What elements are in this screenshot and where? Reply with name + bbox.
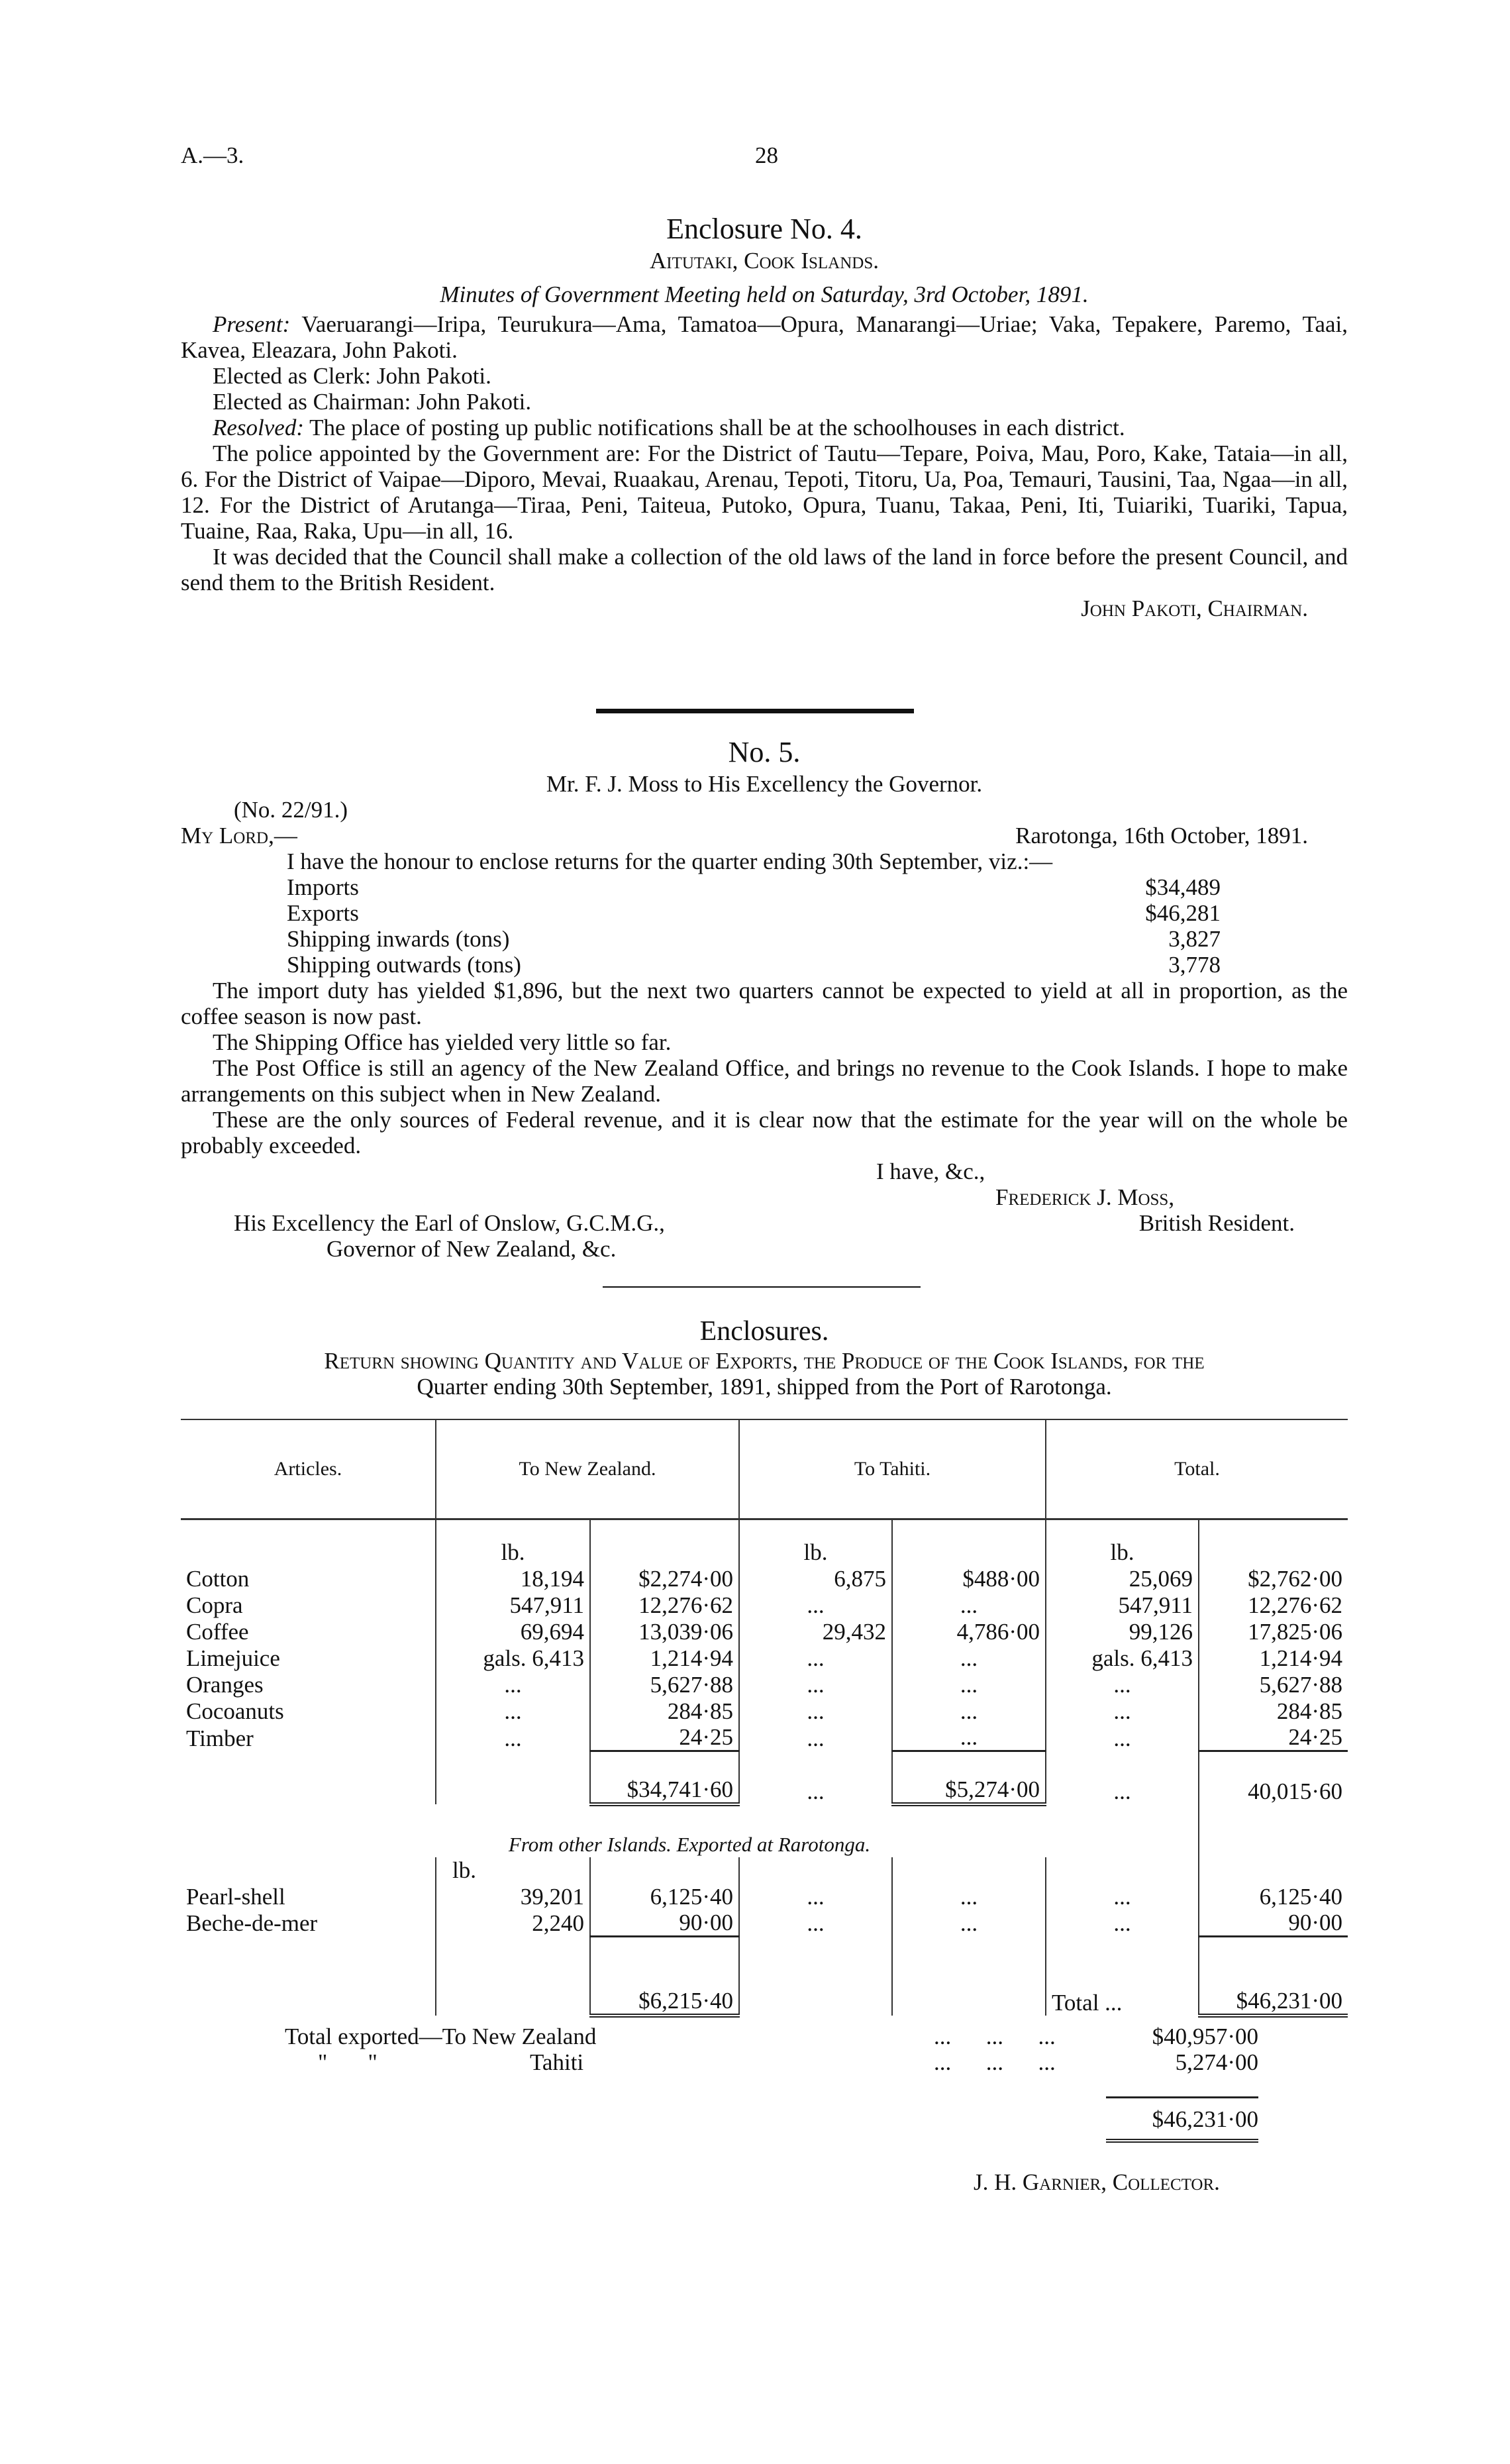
cell-value: 18,194 bbox=[436, 1565, 590, 1592]
chairman-line: Elected as Chairman: John Pakoti. bbox=[213, 389, 532, 415]
resolved-label: Resolved: bbox=[213, 415, 304, 440]
present-paragraph bbox=[181, 311, 1348, 363]
cell-value: ... bbox=[436, 1724, 590, 1751]
cell-value: ... bbox=[892, 1910, 1046, 1937]
cell-value: 12,276·62 bbox=[590, 1592, 739, 1618]
resolved-paragraph bbox=[181, 415, 1348, 440]
cell-value: $2,762·00 bbox=[1199, 1565, 1348, 1592]
addressee: His Excellency the Earl of Onslow, G.C.M.G., bbox=[234, 1210, 665, 1236]
cell-value: 90·00 bbox=[590, 1910, 739, 1937]
cell-value: ... bbox=[1046, 1910, 1199, 1937]
letter-no5 bbox=[181, 734, 1348, 1262]
return-label: Imports bbox=[287, 874, 359, 900]
table-row bbox=[181, 1883, 1348, 1910]
unit: lb. bbox=[436, 1519, 590, 1565]
cell-value: 12,276·62 bbox=[1199, 1592, 1348, 1618]
clerk-line: Elected as Clerk: John Pakoti. bbox=[213, 363, 491, 389]
cell-value: ... bbox=[892, 1592, 1046, 1618]
resolved-text: The place of posting up public notifications shall be at the schoolhouses in each district. bbox=[303, 415, 1125, 440]
subtotal-total: 40,015·60 bbox=[1199, 1751, 1348, 1804]
collector-signature: J. H. Garnier, Collector. bbox=[974, 2169, 1220, 2195]
cell-value: 25,069 bbox=[1046, 1565, 1199, 1592]
return-label: Shipping inwards (tons) bbox=[287, 926, 510, 952]
col-tahiti: To Tahiti. bbox=[739, 1419, 1046, 1519]
summary-value: $40,957·00 bbox=[1152, 2024, 1258, 2049]
exports-table bbox=[181, 1419, 1348, 2018]
present-text: Vaeruarangi—Iripa, Teurukura—Ama, Tamatoa—Opura, Manarangi—Uriae; Vaka, Tepakere, Paremo, Taai, Kavea, Eleazara, John Pakoti. bbox=[181, 311, 1348, 363]
table-row bbox=[181, 1910, 1348, 1937]
enclosures-title: Enclosures. bbox=[699, 1316, 829, 1347]
section-divider bbox=[596, 709, 914, 713]
unit: lb. bbox=[739, 1519, 892, 1565]
decided-paragraph: It was decided that the Council shall make a collection of the old laws of the land in force before the present Council, and send them to the British Resident. bbox=[181, 544, 1348, 595]
cell-value: ... bbox=[739, 1671, 892, 1698]
letter-title: No. 5. bbox=[728, 736, 801, 768]
cell-value: ... bbox=[892, 1698, 1046, 1724]
cell-value: gals. 6,413 bbox=[436, 1645, 590, 1671]
table-header bbox=[181, 1419, 1348, 1519]
return-label: Shipping outwards (tons) bbox=[287, 952, 521, 978]
table-row bbox=[181, 1618, 1348, 1645]
paragraph: These are the only sources of Federal revenue, and it is clear now that the estimate for the year will on the whole be probably exceeded. bbox=[181, 1107, 1348, 1158]
cell-value: 5,627·88 bbox=[590, 1671, 739, 1698]
cell-value: 6,125·40 bbox=[1199, 1883, 1348, 1910]
letter-ref: (No. 22/91.) bbox=[234, 797, 348, 823]
letter-subtitle: Mr. F. J. Moss to His Excellency the Governor. bbox=[546, 771, 983, 797]
signer: Frederick J. Moss, bbox=[995, 1184, 1175, 1210]
grand-total: $46,231·00 bbox=[1199, 1936, 1348, 2016]
return-value: 3,827 bbox=[1168, 926, 1221, 952]
article-name: Oranges bbox=[186, 1672, 264, 1698]
cell-value: 6,875 bbox=[739, 1565, 892, 1592]
cell-value: ... bbox=[739, 1592, 892, 1618]
police-paragraph: The police appointed by the Government are: For the District of Tautu—Tepare, Poiva, Mau, Poro, Kake, Tataia—in all, 6. For the District of Vaipae—Diporo, Mevai, Ruaakau, Arenau, Tepoti, Titoru, Ua, Poa, Temauri, Tausini, Taa, Ngaa—in all, 12. For the District of Arutanga—Tiraa, Peni, Taiteua, Putoko, Opura, Tuanu, Takaa, Peni, Iti, Tuiariki, Tuariki, Tapua, Tuaine, Raa, Raka, Upu—in all, 16. bbox=[181, 440, 1348, 544]
paragraph: The Post Office is still an agency of the New Zealand Office, and brings no revenue to the Cook Islands. I hope to make arrangements on this subject when in New Zealand. bbox=[181, 1055, 1348, 1107]
cell-value: 547,911 bbox=[1046, 1592, 1199, 1618]
cell-value: 284·85 bbox=[1199, 1698, 1348, 1724]
paragraph: The Shipping Office has yielded very little so far. bbox=[213, 1029, 672, 1055]
cell-value: 2,240 bbox=[436, 1910, 590, 1937]
table-row bbox=[181, 1724, 1348, 1751]
cell-value: $2,274·00 bbox=[590, 1565, 739, 1592]
total-label: Total ... bbox=[1046, 1936, 1199, 2016]
cell-value: ... bbox=[1046, 1698, 1199, 1724]
article-name: Timber bbox=[186, 1725, 254, 1751]
page-number: 28 bbox=[755, 142, 778, 168]
signer-title: British Resident. bbox=[1138, 1210, 1295, 1236]
table-row bbox=[181, 1645, 1348, 1671]
other-subtotal: $6,215·40 bbox=[590, 1936, 739, 2016]
cell-value: 1,214·94 bbox=[590, 1645, 739, 1671]
cell-value: 90·00 bbox=[1199, 1910, 1348, 1937]
addressee-title: Governor of New Zealand, &c. bbox=[327, 1236, 617, 1262]
subtotal-total-lb: ... bbox=[1046, 1751, 1199, 1804]
article-name: Cotton bbox=[186, 1566, 250, 1592]
summary-total: $46,231·00 bbox=[1106, 2096, 1258, 2132]
cell-value: 4,786·00 bbox=[892, 1618, 1046, 1645]
cell-value: ... bbox=[436, 1698, 590, 1724]
intro: I have the honour to enclose returns for the quarter ending 30th September, viz.:— bbox=[287, 848, 1053, 874]
cell-value: ... bbox=[739, 1910, 892, 1937]
return-caption: Return showing Quantity and Value of Exports, the Produce of the Cook Islands, for the bbox=[324, 1348, 1205, 1374]
cell-value: 5,627·88 bbox=[1199, 1671, 1348, 1698]
enclosure-4 bbox=[181, 211, 1348, 621]
enclosures bbox=[181, 1315, 1348, 1400]
chairman-signature: John Pakoti, Chairman. bbox=[1081, 595, 1308, 621]
subtotal-row bbox=[181, 1751, 1348, 1804]
cell-value: ... bbox=[1046, 1883, 1199, 1910]
cell-value: 547,911 bbox=[436, 1592, 590, 1618]
return-label: Exports bbox=[287, 900, 359, 926]
return-value: 3,778 bbox=[1168, 952, 1221, 978]
section-divider bbox=[603, 1286, 921, 1288]
grand-total-row bbox=[181, 1936, 1348, 2016]
place-date: Rarotonga, 16th October, 1891. bbox=[1015, 823, 1308, 848]
article-name: Copra bbox=[186, 1592, 243, 1618]
article-name: Limejuice bbox=[186, 1645, 280, 1671]
present-label: Present: bbox=[213, 311, 291, 337]
table-row bbox=[181, 1565, 1348, 1592]
cell-value: 17,825·06 bbox=[1199, 1618, 1348, 1645]
cell-value: 29,432 bbox=[739, 1618, 892, 1645]
cell-value: 24·25 bbox=[1199, 1724, 1348, 1751]
cell-value: ... bbox=[1046, 1671, 1199, 1698]
cell-value: 284·85 bbox=[590, 1698, 739, 1724]
cell-value: ... bbox=[739, 1883, 892, 1910]
cell-value: 6,125·40 bbox=[590, 1883, 739, 1910]
unit: lb. bbox=[436, 1857, 590, 1883]
cell-value: ... bbox=[739, 1698, 892, 1724]
cell-value: 1,214·94 bbox=[1199, 1645, 1348, 1671]
cell-value: 99,126 bbox=[1046, 1618, 1199, 1645]
cell-value: ... bbox=[892, 1724, 1046, 1751]
col-nz: To New Zealand. bbox=[436, 1419, 739, 1519]
col-articles: Articles. bbox=[274, 1458, 342, 1480]
cell-value: gals. 6,413 bbox=[1046, 1645, 1199, 1671]
col-total: Total. bbox=[1046, 1419, 1348, 1519]
document-reference: A.—3. bbox=[181, 142, 244, 168]
cell-value: ... bbox=[892, 1671, 1046, 1698]
cell-value: ... bbox=[436, 1671, 590, 1698]
cell-value: ... bbox=[892, 1883, 1046, 1910]
summary-label: Tahiti bbox=[530, 2049, 584, 2075]
paragraph: The import duty has yielded $1,896, but the next two quarters cannot be expected to yield at all in proportion, as the coffee season is now past. bbox=[181, 978, 1348, 1029]
table-row bbox=[181, 1698, 1348, 1724]
summary-value: 5,274·00 bbox=[1175, 2049, 1258, 2075]
unit: lb. bbox=[1046, 1519, 1199, 1565]
subtotal-tahiti-lb: ... bbox=[739, 1751, 892, 1804]
cell-value: 69,694 bbox=[436, 1618, 590, 1645]
cell-value: 24·25 bbox=[590, 1724, 739, 1751]
article-name: Cocoanuts bbox=[186, 1698, 284, 1724]
closing: I have, &c., bbox=[876, 1158, 985, 1184]
cell-value: ... bbox=[892, 1645, 1046, 1671]
other-islands-heading: From other Islands. Exported at Rarotonga. bbox=[508, 1832, 871, 1856]
return-caption: Quarter ending 30th September, 1891, shipped from the Port of Rarotonga. bbox=[417, 1374, 1112, 1400]
enclosure-place: Aitutaki, Cook Islands. bbox=[649, 248, 880, 274]
subtotal-nz: $34,741·60 bbox=[590, 1751, 739, 1804]
article-name: Pearl-shell bbox=[186, 1883, 285, 1910]
article-name: Coffee bbox=[186, 1619, 249, 1645]
return-item bbox=[287, 874, 1221, 900]
returns-list bbox=[181, 874, 1221, 978]
cell-value: ... bbox=[739, 1645, 892, 1671]
return-value: $34,489 bbox=[1145, 874, 1221, 900]
cell-value: 39,201 bbox=[436, 1883, 590, 1910]
unit-row bbox=[181, 1519, 1348, 1565]
cell-value: ... bbox=[1046, 1724, 1199, 1751]
article-name: Beche-de-mer bbox=[186, 1910, 318, 1936]
table-row bbox=[181, 1592, 1348, 1618]
salutation: My Lord,— bbox=[181, 823, 297, 848]
subtotal-tahiti: $5,274·00 bbox=[892, 1751, 1046, 1804]
return-item bbox=[287, 926, 1221, 952]
return-item bbox=[287, 900, 1221, 926]
table-row bbox=[181, 1671, 1348, 1698]
return-value: $46,281 bbox=[1145, 900, 1221, 926]
return-item bbox=[287, 952, 1221, 978]
summary-label: Total exported—To New Zealand bbox=[285, 2024, 597, 2049]
cell-value: ... bbox=[739, 1724, 892, 1751]
enclosure-title: Enclosure No. 4. bbox=[666, 213, 862, 245]
export-summary: Total exported—To New Zealand ... ... ... $40,957·00 " " Tahiti ... ... ... 5,274·00 $46,231·00 bbox=[285, 2024, 1258, 2143]
cell-value: 13,039·06 bbox=[590, 1618, 739, 1645]
cell-value: $488·00 bbox=[892, 1565, 1046, 1592]
enclosure-subtitle: Minutes of Government Meeting held on Saturday, 3rd October, 1891. bbox=[440, 282, 1089, 307]
